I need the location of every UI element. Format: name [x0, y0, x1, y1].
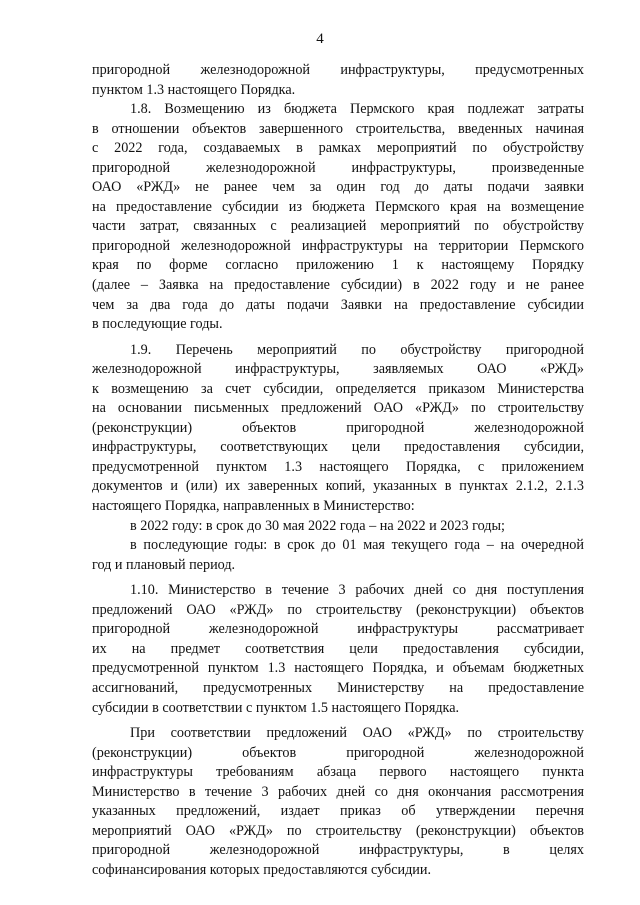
text-line: предусмотренной пунктом 1.3 настоящего Порядка, с приложением: [92, 458, 584, 475]
document-body: [92, 61, 584, 880]
text-line: части затрат, связанных с реализацией мероприятий по обустройству: [92, 218, 584, 235]
text-line: инфраструктуры требованиям абзаца первого настоящего пункта: [92, 764, 584, 781]
text-line: (далее – Заявка на предоставление субсидии) в 2022 году и не ранее: [92, 277, 584, 294]
text-line: в последующие годы.: [92, 316, 223, 333]
text-line: с 2022 года, создаваемых в рамках мероприятий по обустройству: [92, 140, 584, 157]
paragraph-p1_10: [92, 581, 584, 718]
text-line: пригородной железнодорожной инфраструктуры, предусмотренных: [92, 62, 584, 78]
text-line: год и плановый период.: [92, 556, 236, 573]
text-line: предусмотренной пунктом 1.3 настоящего Порядка, и объемам бюджетных: [92, 660, 584, 677]
text-line: пригородной железнодорожной инфраструктуры на территории Пермского: [92, 237, 584, 254]
text-line: 1.8. Возмещению из бюджета Пермского края подлежат затраты: [130, 101, 584, 118]
text-line: ОАО «РЖД» не ранее чем за один год до даты подачи заявки: [92, 179, 584, 196]
text-line: документов и (или) их заверенных копий, указанных в пунктах 2.1.2, 2.1.3: [92, 478, 584, 495]
text-line: субсидии в соответствии с пунктом 1.5 настоящего Порядка.: [92, 699, 460, 716]
text-line: в последующие годы: в срок до 01 мая текущего года – на очередной: [130, 537, 584, 554]
text-line: пригородной железнодорожной инфраструктуры, в целях: [92, 842, 584, 859]
text-line: (реконструкции) объектов пригородной железнодорожной: [92, 744, 584, 761]
text-line: ассигнований, предусмотренных Министерству на предоставление: [92, 679, 584, 696]
paragraph-p_next: [92, 536, 584, 575]
text-line: в отношении объектов завершенного строительства, введенных начиная: [92, 120, 584, 137]
text-line: пунктом 1.3 настоящего Порядка.: [92, 81, 296, 98]
paragraph-p1_9: [92, 341, 584, 517]
text-line: их на предмет соответствия цели предоставления субсидии,: [92, 640, 584, 657]
text-line: 1.9. Перечень мероприятий по обустройству пригородной: [130, 341, 584, 358]
text-line: настоящего Порядка, направленных в Министерство:: [92, 498, 415, 515]
text-line: железнодорожной инфраструктуры, заявляемых ОАО «РЖД»: [92, 361, 584, 378]
paragraph-cont: [92, 61, 584, 100]
page-number: 4: [316, 31, 324, 47]
text-line: на предоставление субсидии из бюджета Пермского края на возмещение: [92, 198, 584, 215]
text-line: края по форме согласно приложению 1 к настоящему Порядку: [92, 257, 584, 274]
text-line: пригородной железнодорожной инфраструктуры, произведенные: [92, 159, 584, 176]
text-line: в 2022 году: в срок до 30 мая 2022 года – на 2022 и 2023 годы;: [130, 517, 505, 534]
text-line: Министерство в течение 3 рабочих дней со дня окончания рассмотрения: [92, 783, 584, 800]
text-line: софинансирования которых предоставляются субсидии.: [92, 861, 432, 878]
text-line: инфраструктуры, соответствующих цели предоставления субсидии,: [92, 439, 584, 456]
text-line: мероприятий ОАО «РЖД» по строительству (реконструкции) объектов: [92, 822, 584, 839]
text-line: При соответствии предложений ОАО «РЖД» по строительству: [130, 725, 584, 742]
text-line: (реконструкции) объектов пригородной железнодорожной: [92, 419, 584, 436]
text-line: указанных предложений, издает приказ об утверждении перечня: [92, 803, 584, 820]
text-line: к возмещению за счет субсидии, определяется приказом Министерства: [92, 380, 584, 397]
text-line: пригородной железнодорожной инфраструктуры рассматривает: [92, 621, 584, 638]
text-line: на основании письменных предложений ОАО «РЖД» по строительству: [92, 400, 584, 417]
text-line: предложений ОАО «РЖД» по строительству (реконструкции) объектов: [92, 601, 584, 618]
paragraph-p1_8: [92, 100, 584, 335]
paragraph-p_when: [92, 724, 584, 880]
text-line: чем за два года до даты подачи Заявки на предоставление субсидии: [92, 296, 584, 313]
text-line: 1.10. Министерство в течение 3 рабочих дней со дня поступления: [130, 582, 584, 599]
paragraph-p_2022: [92, 517, 584, 537]
